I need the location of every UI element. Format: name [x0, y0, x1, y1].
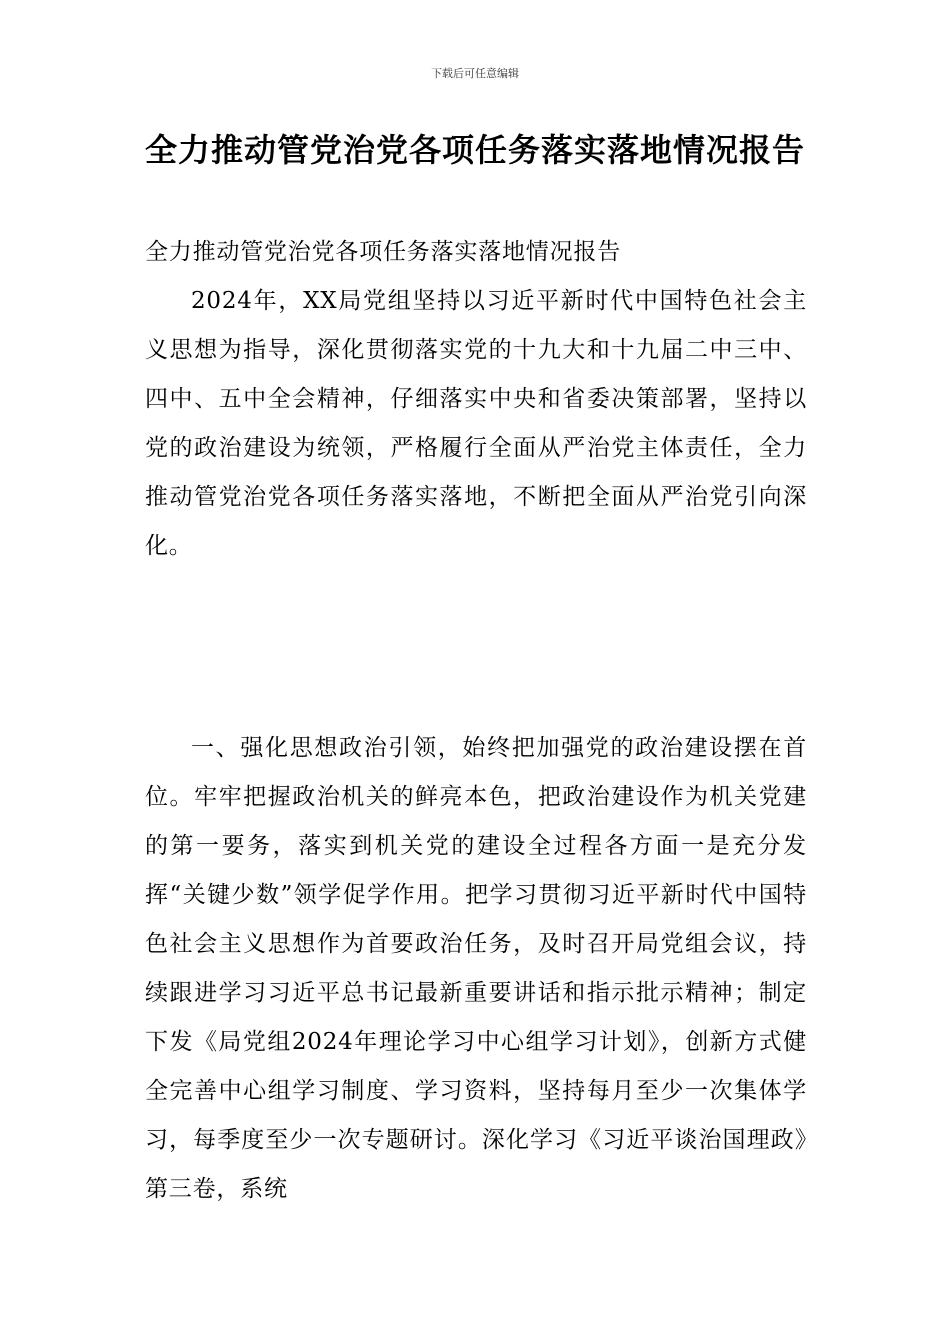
document-subtitle: 全力推动管党治党各项任务落实落地情况报告: [145, 239, 621, 265]
document-title: 全力推动管党治党各项任务落实落地情况报告: [145, 131, 806, 169]
paragraph-section-one: 一、强化思想政治引领，始终把加强党的政治建设摆在首位。牢牢把握政治机关的鲜亮本色，把政治建设作为机关党建的第一要务，落实到机关党的建设全过程各方面一是充分发挥“关键少数”领学促学作用。把学习贯彻习近平新时代中国特色社会主义思想作为首要政治任务，及时召开局党组会议，持续跟进学习习近平总书记最新重要讲话和指示批示精神；制定下发《局党组2024年理论学习中心组学习计划》，创新方式健全完善中心组学习制度、学习资料，坚持每月至少一次集体学习，每季度至少一次专题研讨。深化学习《习近平谈治国理政》第三卷，系统: [145, 735, 807, 1202]
paragraph-intro: 2024年，XX局党组坚持以习近平新时代中国特色社会主义思想为指导，深化贯彻落实党的十九大和十九届二中三中、四中、五中全会精神，仔细落实中央和省委决策部署，坚持以党的政治建设为统领，严格履行全面从严治党主体责任，全力推动管党治党各项任务落实落地，不断把全面从严治党引向深化。: [145, 288, 807, 559]
page-header-note: 下载后可任意编辑: [431, 67, 519, 80]
